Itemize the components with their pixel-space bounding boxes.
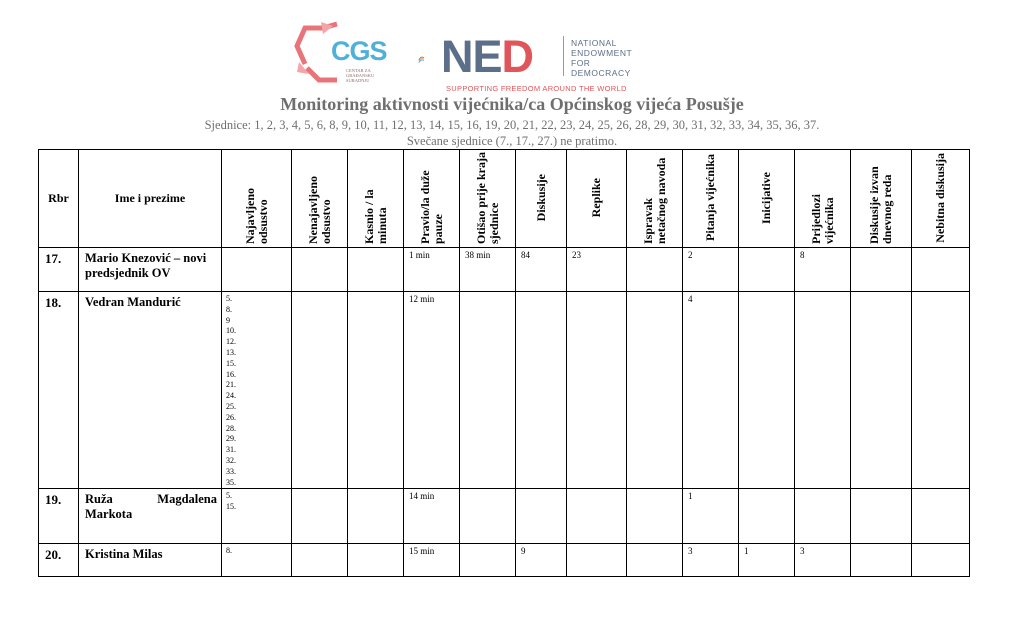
table-row [39,248,970,292]
cell-value [912,544,969,546]
column-header [912,150,970,248]
row-number: 17. [39,248,79,292]
column-header [851,150,912,248]
column-header-label: Inicijative [759,171,773,224]
cell-diskusije [516,544,567,577]
cell-value: 38 min [465,250,491,260]
cell-value [292,248,347,250]
councillor-name: Mario Knezović – novi predsjednik OV [79,248,222,292]
cell-value: 1 [744,546,749,557]
cell-ispravak [627,544,683,577]
cell-otisao [460,544,516,577]
cell-ispravak [627,248,683,292]
cell-kasnio [348,248,404,292]
page-title: Monitoring aktivnosti vijećnika/ca Općinskog vijeća Posušje [280,94,744,114]
ned-logo-ne: NE [441,31,502,82]
cell-ispravak [627,292,683,489]
cell-value: 1 min [409,250,430,260]
logo-bar [0,14,1024,94]
cell-pauze [404,544,460,577]
ned-name-line: DEMOCRACY [571,68,631,78]
cell-inicijative [739,489,795,544]
cell-otisao [460,292,516,489]
column-header-label: Ispravak netačnog navoda [640,157,668,244]
column-header-label: Nenajavljeno odsustvo [305,175,333,244]
ned-name-line: ENDOWMENT [571,48,633,58]
attendance-table [38,149,970,577]
column-header [683,150,739,248]
cell-pauze [404,292,460,489]
column-header-label: Najavljeno odsustvo [242,187,270,244]
cell-value [348,248,403,250]
cell-value [348,292,403,294]
table-row [39,292,970,489]
cell-value: 23 [572,250,581,260]
cell-value [292,292,347,294]
ned-logo-text [441,32,533,82]
cell-pitanja [683,544,739,577]
cell-nebitna [912,292,970,489]
column-header-label: Diskusije izvan dnevnog reda [867,165,894,244]
cell-value [292,544,347,546]
cell-replike [567,292,627,489]
cell-value [516,489,566,491]
cell-value: 3 [688,546,693,557]
cell-nenajavljeno [292,489,348,544]
cell-value [348,544,403,546]
councillor-name: Ruža Magdalena Markota [79,489,222,544]
cell-value: 2 [688,250,693,260]
cell-izvan [851,292,912,489]
cell-izvan [851,489,912,544]
cell-value: 9 [521,546,526,557]
cell-value: 15 min [409,546,435,557]
ned-name-line: FOR [571,58,591,68]
cell-najavljeno [222,292,292,489]
cell-kasnio [348,544,404,577]
cell-value: 8 [800,250,805,260]
column-header [516,150,567,248]
councillor-name: Vedran Mandurić [79,292,222,489]
cell-pitanja [683,292,739,489]
cgs-logo-subtitle: CENTAR ZA GRAĐANSKU SURADNJU [346,68,375,83]
cell-najavljeno [222,489,292,544]
cell-pitanja [683,248,739,292]
cell-value [627,292,682,294]
cell-value [795,292,850,294]
cell-value [292,489,347,491]
cell-value [851,544,911,546]
cell-inicijative [739,292,795,489]
cell-value [739,489,794,491]
column-header [627,150,683,248]
cell-value: 1 [688,491,693,502]
column-header-label: Pitanja vijećnika [703,154,717,241]
cell-najavljeno [222,544,292,577]
cell-value [912,489,969,491]
ned-logo-name [571,38,632,78]
row-number: 19. [39,489,79,544]
cell-value [348,489,403,491]
column-header [567,150,627,248]
cell-value: 5. 8. 9 10. 12. 13. 15. 16. 21. 24. 25. 26. 28. 29. 31. 32. 33. 35. [226,294,236,487]
cell-value [222,248,291,250]
cell-value [627,489,682,491]
cell-nebitna [912,544,970,577]
cell-value [851,248,911,250]
cell-value [912,248,969,250]
cell-value: 84 [521,250,530,260]
table-header-row [39,150,970,248]
cell-kasnio [348,292,404,489]
column-header-label: Prijedlozi vijećnika [808,193,836,244]
row-number: 20. [39,544,79,577]
ned-logo-d: D [501,31,534,82]
cell-value: 4 [688,294,693,304]
cell-pauze [404,489,460,544]
cell-izvan [851,248,912,292]
column-header-label: Nebitna diskusija [933,152,947,243]
column-header-label: Diskusije [533,173,548,222]
cell-diskusije [516,292,567,489]
cgs-logo-text: CGS [331,36,387,66]
cell-value [460,544,515,546]
cell-value [567,292,626,294]
column-header [348,150,404,248]
cell-nenajavljeno [292,248,348,292]
cell-inicijative [739,248,795,292]
column-header [460,150,516,248]
cell-izvan [851,544,912,577]
table-row [39,544,970,577]
ned-tagline: SUPPORTING FREEDOM AROUND THE WORLD [446,84,627,93]
column-header: Rbr [39,150,79,248]
column-header [404,150,460,248]
column-header [795,150,851,248]
cell-nenajavljeno [292,292,348,489]
cell-ispravak [627,489,683,544]
row-number: 18. [39,292,79,489]
cell-value [516,292,566,294]
cell-value: 12 min [409,294,435,304]
solemn-sessions-note: Svečane sjednice (7., 17., 27.) ne pratimo. [406,134,618,148]
column-header [222,150,292,248]
cell-replike [567,248,627,292]
cell-nebitna [912,248,970,292]
column-header-label: Otišao prije kraja sjednice [473,151,501,244]
cell-value: 5. 15. [226,491,236,512]
cell-pitanja [683,489,739,544]
cell-inicijative [739,544,795,577]
cell-diskusije [516,248,567,292]
councillor-name: Kristina Milas [79,544,222,577]
cell-prijedlozi [795,489,851,544]
cell-value: 8. [226,546,232,556]
column-header: Ime i prezime [79,150,222,248]
cell-prijedlozi [795,292,851,489]
column-header-label: Pravio/la duže pauze [417,169,445,244]
cell-value [739,292,794,294]
cell-otisao [460,489,516,544]
cell-value [567,489,626,491]
cell-pauze [404,248,460,292]
ned-name-line: NATIONAL [571,38,617,48]
cell-value [627,248,682,250]
cell-value [851,292,911,294]
cell-diskusije [516,489,567,544]
cell-value [567,544,626,546]
cell-value [739,248,794,250]
cell-value [460,292,515,294]
cell-replike [567,489,627,544]
column-header [739,150,795,248]
cell-otisao [460,248,516,292]
column-header [292,150,348,248]
cell-value [795,489,850,491]
column-header-label: Replike [589,177,603,218]
cell-prijedlozi [795,544,851,577]
cell-value: 3 [800,546,805,557]
cell-value [851,489,911,491]
ned-logo-divider [563,36,564,76]
cell-nebitna [912,489,970,544]
cell-value [460,489,515,491]
table-row [39,489,970,544]
cell-replike [567,544,627,577]
cell-kasnio [348,489,404,544]
sessions-line: Sjednice: 1, 2, 3, 4, 5, 6, 8, 9, 10, 11, 12, 13, 14, 15, 16, 19, 20, 21, 22, 23, 24, 25, 26, 28, 29, 30, 31, 32, 33, 34, 35, 36, 37. [204,118,820,132]
cell-prijedlozi [795,248,851,292]
cell-najavljeno [222,248,292,292]
column-header-label: Kasnio / la minuta [361,188,389,244]
cell-value: 14 min [409,491,435,502]
cell-value [912,292,969,294]
cell-value [627,544,682,546]
cell-nenajavljeno [292,544,348,577]
